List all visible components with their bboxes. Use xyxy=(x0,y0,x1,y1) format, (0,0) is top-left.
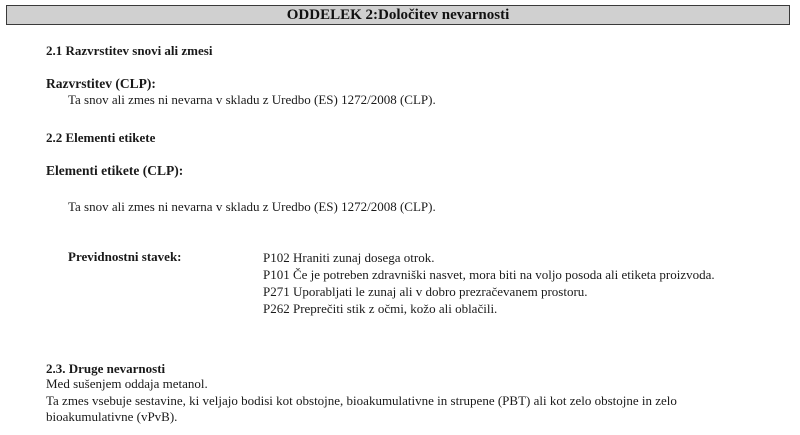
precautionary-statement-p102: P102 Hraniti zunaj dosega otrok. xyxy=(263,250,435,265)
precautionary-statement-p271: P271 Uporabljati le zunaj ali v dobro prezračevanem prostoru. xyxy=(263,284,588,299)
precautionary-statement-p262: P262 Preprečiti stik z očmi, kožo ali oblačili. xyxy=(263,301,498,316)
subsection-heading-2-1: 2.1 Razvrstitev snovi ali zmesi xyxy=(46,43,213,58)
subsection-heading-2-2: 2.2 Elementi etikete xyxy=(46,130,156,145)
precautionary-statement-p101: P101 Če je potreben zdravniški nasvet, mora biti na voljo posoda ali etiketa proizvoda. xyxy=(263,267,715,282)
precautionary-statement-label: Previdnostni stavek: xyxy=(68,249,182,264)
subsection-heading-2-3: 2.3. Druge nevarnosti xyxy=(46,361,166,376)
other-hazards-line-3: bioakumulativne (vPvB). xyxy=(46,409,178,424)
other-hazards-line-2: Ta zmes vsebuje sestavine, ki veljajo bodisi kot obstojne, bioakumulativne in strupene (PBT) ali kot zelo obstojne in zelo xyxy=(46,393,677,408)
classification-label: Razvrstitev (CLP): xyxy=(46,76,156,91)
section-title: ODDELEK 2:Določitev nevarnosti xyxy=(6,5,790,25)
precautionary-statement-list xyxy=(263,249,715,317)
label-elements-label: Elementi etikete (CLP): xyxy=(46,163,184,178)
other-hazards-line-1: Med sušenjem oddaja metanol. xyxy=(46,376,208,391)
classification-text: Ta snov ali zmes ni nevarna v skladu z Uredbo (ES) 1272/2008 (CLP). xyxy=(68,92,436,107)
label-elements-text: Ta snov ali zmes ni nevarna v skladu z Uredbo (ES) 1272/2008 (CLP). xyxy=(68,199,436,214)
